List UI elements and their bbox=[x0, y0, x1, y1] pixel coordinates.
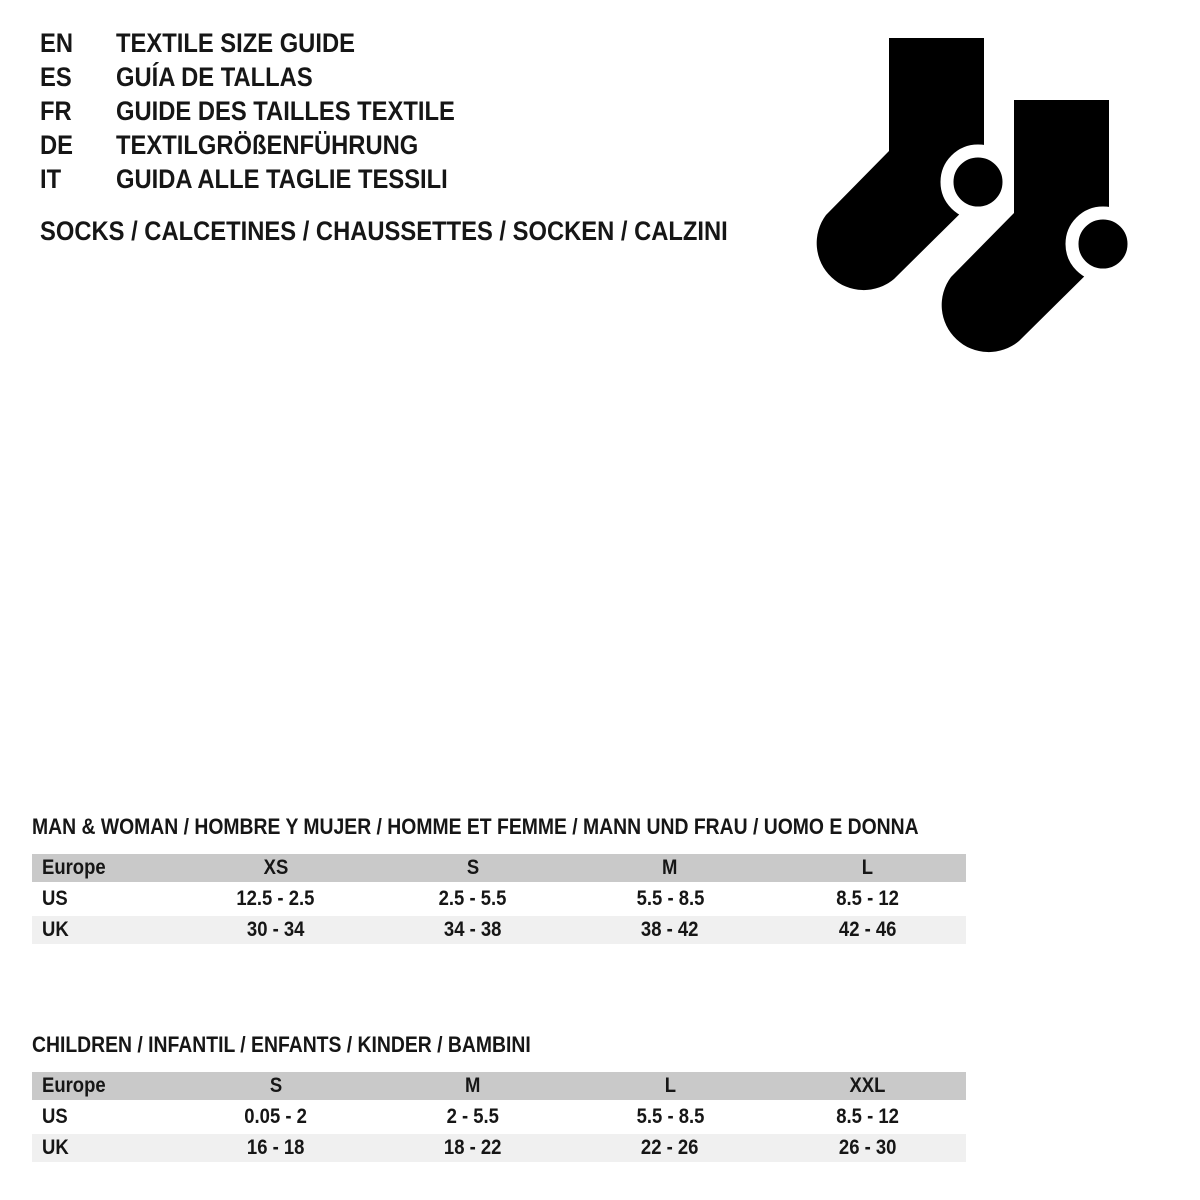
table-title: MAN & WOMAN / HOMBRE Y MUJER / HOMME ET FEMME / MANN UND FRAU / UOMO E DONNA bbox=[32, 814, 919, 839]
column-header-size: XXL bbox=[849, 1074, 886, 1097]
column-header-size: L bbox=[861, 856, 874, 879]
size-value: 26 - 30 bbox=[838, 1136, 897, 1159]
table-row-us bbox=[32, 1103, 966, 1131]
column-header-europe: Europe bbox=[42, 1074, 106, 1097]
size-table-children bbox=[32, 1032, 966, 1165]
size-value: 2.5 - 5.5 bbox=[438, 887, 507, 910]
language-title: TEXTILE SIZE GUIDE bbox=[116, 27, 355, 58]
language-title: GUIDA ALLE TAGLIE TESSILI bbox=[116, 163, 448, 194]
language-row-fr bbox=[40, 94, 501, 128]
language-row-es bbox=[40, 60, 501, 94]
column-header-size: L bbox=[664, 1074, 676, 1097]
size-value: 5.5 - 8.5 bbox=[636, 1105, 705, 1128]
language-row-it bbox=[40, 162, 501, 196]
language-code: IT bbox=[40, 163, 62, 194]
language-title: TEXTILGRÖßENFÜHRUNG bbox=[116, 129, 419, 160]
language-row-de bbox=[40, 128, 501, 162]
size-table-man-woman bbox=[32, 814, 966, 947]
size-value: 0.05 - 2 bbox=[244, 1105, 307, 1128]
size-value: 16 - 18 bbox=[246, 1136, 305, 1159]
language-code: FR bbox=[40, 95, 72, 126]
language-code: DE bbox=[40, 129, 74, 160]
language-title: GUIDE DES TAILLES TEXTILE bbox=[116, 95, 455, 126]
table-header-row bbox=[32, 854, 966, 882]
size-value: 34 - 38 bbox=[444, 918, 502, 941]
language-code: ES bbox=[40, 61, 72, 92]
column-header-size: XS bbox=[263, 856, 288, 879]
language-code: EN bbox=[40, 27, 74, 58]
size-value: 5.5 - 8.5 bbox=[636, 887, 705, 910]
column-header-size: S bbox=[466, 856, 480, 879]
row-label: US bbox=[42, 1105, 68, 1128]
column-header-size: M bbox=[662, 856, 678, 879]
size-value: 8.5 - 12 bbox=[836, 887, 899, 910]
category-title: SOCKS / CALCETINES / CHAUSSETTES / SOCKEN / CALZINI bbox=[40, 215, 728, 246]
row-label: US bbox=[42, 887, 68, 910]
column-header-size: M bbox=[465, 1074, 481, 1097]
size-value: 18 - 22 bbox=[444, 1136, 502, 1159]
socks-icon bbox=[800, 20, 1145, 360]
table-title: CHILDREN / INFANTIL / ENFANTS / KINDER / BAMBINI bbox=[32, 1032, 531, 1057]
size-value: 2 - 5.5 bbox=[446, 1105, 500, 1128]
table-row-us bbox=[32, 885, 966, 913]
size-value: 22 - 26 bbox=[641, 1136, 699, 1159]
language-list bbox=[40, 26, 501, 196]
row-label: UK bbox=[42, 918, 69, 941]
table-row-uk bbox=[32, 916, 966, 944]
column-header-size: S bbox=[269, 1074, 282, 1097]
size-value: 8.5 - 12 bbox=[836, 1105, 899, 1128]
language-row-en bbox=[40, 26, 501, 60]
table-row-uk bbox=[32, 1134, 966, 1162]
size-value: 12.5 - 2.5 bbox=[236, 887, 315, 910]
row-label: UK bbox=[42, 1136, 69, 1159]
size-value: 38 - 42 bbox=[641, 918, 699, 941]
size-value: 42 - 46 bbox=[838, 918, 897, 941]
column-header-europe: Europe bbox=[42, 856, 106, 879]
table-header-row bbox=[32, 1072, 966, 1100]
language-title: GUÍA DE TALLAS bbox=[116, 61, 313, 92]
size-value: 30 - 34 bbox=[246, 918, 305, 941]
